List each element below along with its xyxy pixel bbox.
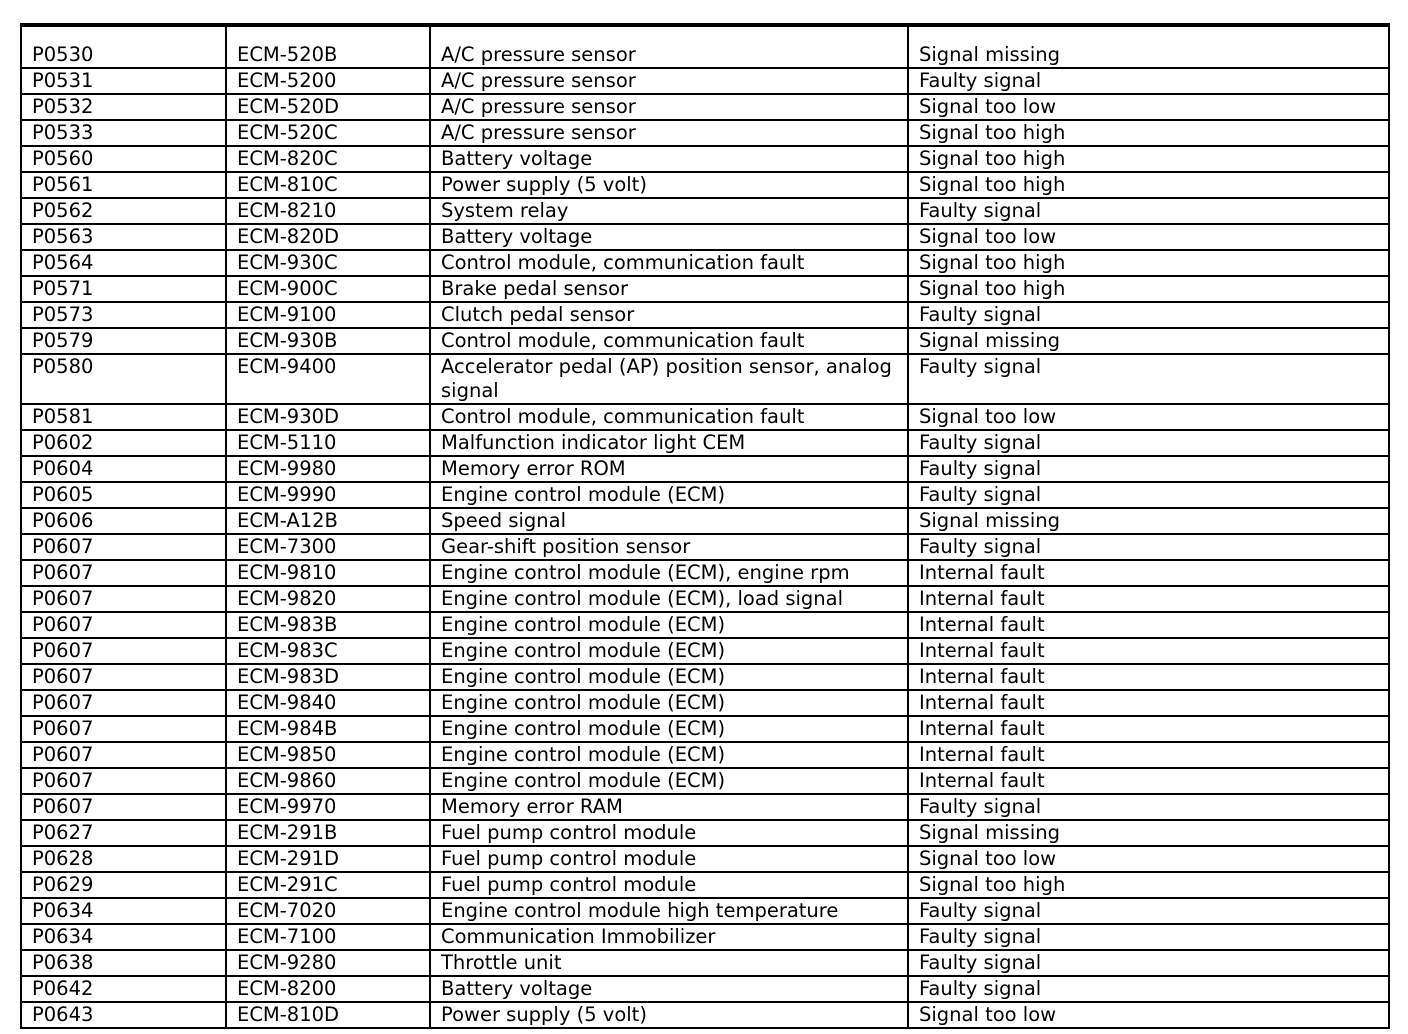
component-cell: Brake pedal sensor xyxy=(430,276,908,302)
dtc-code-cell: P0607 xyxy=(21,612,226,638)
dtc-code-cell: P0607 xyxy=(21,768,226,794)
table-row xyxy=(21,328,1389,354)
component-cell: Fuel pump control module xyxy=(430,846,908,872)
component-cell: A/C pressure sensor xyxy=(430,120,908,146)
dtc-code-cell: P0629 xyxy=(21,872,226,898)
component-cell: Memory error RAM xyxy=(430,794,908,820)
dtc-code-cell: P0607 xyxy=(21,664,226,690)
table-row xyxy=(21,404,1389,430)
ecm-code-cell: ECM-520B xyxy=(226,25,430,68)
ecm-code-cell: ECM-9100 xyxy=(226,302,430,328)
component-cell: System relay xyxy=(430,198,908,224)
ecm-code-cell: ECM-7300 xyxy=(226,534,430,560)
component-cell: Engine control module (ECM), engine rpm xyxy=(430,560,908,586)
table-row xyxy=(21,276,1389,302)
dtc-code-cell: P0571 xyxy=(21,276,226,302)
fault-status-cell: Signal too high xyxy=(908,146,1389,172)
table-row xyxy=(21,872,1389,898)
table-row xyxy=(21,898,1389,924)
ecm-code-cell: ECM-7020 xyxy=(226,898,430,924)
table-row xyxy=(21,690,1389,716)
fault-status-cell: Signal too high xyxy=(908,250,1389,276)
ecm-code-cell: ECM-5110 xyxy=(226,430,430,456)
component-cell: Engine control module (ECM) xyxy=(430,742,908,768)
component-cell: Communication Immobilizer xyxy=(430,924,908,950)
table-row xyxy=(21,768,1389,794)
dtc-code-cell: P0607 xyxy=(21,742,226,768)
dtc-code-cell: P0532 xyxy=(21,94,226,120)
component-cell: Engine control module (ECM) xyxy=(430,482,908,508)
dtc-code-cell: P0561 xyxy=(21,172,226,198)
component-cell: A/C pressure sensor xyxy=(430,68,908,94)
fault-status-cell: Internal fault xyxy=(908,664,1389,690)
dtc-code-cell: P0605 xyxy=(21,482,226,508)
table-row xyxy=(21,302,1389,328)
fault-status-cell: Internal fault xyxy=(908,560,1389,586)
ecm-code-cell: ECM-9990 xyxy=(226,482,430,508)
ecm-code-cell: ECM-983B xyxy=(226,612,430,638)
dtc-code-cell: P0607 xyxy=(21,534,226,560)
ecm-code-cell: ECM-520C xyxy=(226,120,430,146)
table-row xyxy=(21,456,1389,482)
ecm-code-cell: ECM-820D xyxy=(226,224,430,250)
dtc-code-cell: P0581 xyxy=(21,404,226,430)
component-cell: Engine control module (ECM) xyxy=(430,664,908,690)
dtc-code-cell: P0607 xyxy=(21,690,226,716)
table-row xyxy=(21,794,1389,820)
component-cell: Battery voltage xyxy=(430,146,908,172)
fault-status-cell: Internal fault xyxy=(908,638,1389,664)
component-cell: Engine control module (ECM) xyxy=(430,638,908,664)
table-row xyxy=(21,508,1389,534)
component-cell: Gear-shift position sensor xyxy=(430,534,908,560)
fault-status-cell: Signal missing xyxy=(908,25,1389,68)
table-row xyxy=(21,742,1389,768)
ecm-code-cell: ECM-7100 xyxy=(226,924,430,950)
fault-status-cell: Faulty signal xyxy=(908,482,1389,508)
ecm-code-cell: ECM-983C xyxy=(226,638,430,664)
table-row xyxy=(21,846,1389,872)
fault-status-cell: Faulty signal xyxy=(908,898,1389,924)
dtc-code-cell: P0580 xyxy=(21,354,226,404)
component-cell: A/C pressure sensor xyxy=(430,25,908,68)
table-row xyxy=(21,612,1389,638)
component-cell: Control module, communication fault xyxy=(430,328,908,354)
component-cell: Engine control module (ECM) xyxy=(430,690,908,716)
ecm-code-cell: ECM-984B xyxy=(226,716,430,742)
component-cell: Battery voltage xyxy=(430,224,908,250)
dtc-code-cell: P0607 xyxy=(21,638,226,664)
ecm-code-cell: ECM-900C xyxy=(226,276,430,302)
dtc-code-cell: P0628 xyxy=(21,846,226,872)
fault-status-cell: Faulty signal xyxy=(908,430,1389,456)
fault-status-cell: Signal too low xyxy=(908,1002,1389,1028)
fault-status-cell: Faulty signal xyxy=(908,302,1389,328)
table-row xyxy=(21,976,1389,1002)
fault-status-cell: Faulty signal xyxy=(908,950,1389,976)
component-cell: Control module, communication fault xyxy=(430,250,908,276)
component-cell: Engine control module (ECM), load signal xyxy=(430,586,908,612)
dtc-code-cell: P0607 xyxy=(21,586,226,612)
dtc-code-cell: P0607 xyxy=(21,716,226,742)
dtc-code-cell: P0531 xyxy=(21,68,226,94)
fault-status-cell: Faulty signal xyxy=(908,534,1389,560)
ecm-code-cell: ECM-983D xyxy=(226,664,430,690)
table-row xyxy=(21,94,1389,120)
component-cell: Clutch pedal sensor xyxy=(430,302,908,328)
fault-status-cell: Signal too low xyxy=(908,224,1389,250)
table-row xyxy=(21,430,1389,456)
fault-status-cell: Signal too high xyxy=(908,276,1389,302)
ecm-code-cell: ECM-291B xyxy=(226,820,430,846)
ecm-code-cell: ECM-9850 xyxy=(226,742,430,768)
fault-status-cell: Signal missing xyxy=(908,508,1389,534)
fault-status-cell: Internal fault xyxy=(908,586,1389,612)
ecm-code-cell: ECM-8210 xyxy=(226,198,430,224)
dtc-code-cell: P0560 xyxy=(21,146,226,172)
table-row xyxy=(21,354,1389,404)
fault-status-cell: Internal fault xyxy=(908,690,1389,716)
fault-status-cell: Internal fault xyxy=(908,716,1389,742)
ecm-code-cell: ECM-930D xyxy=(226,404,430,430)
fault-status-cell: Internal fault xyxy=(908,742,1389,768)
ecm-code-cell: ECM-520D xyxy=(226,94,430,120)
ecm-code-cell: ECM-9400 xyxy=(226,354,430,404)
component-cell: Engine control module (ECM) xyxy=(430,612,908,638)
table-row xyxy=(21,198,1389,224)
fault-status-cell: Signal too low xyxy=(908,846,1389,872)
component-cell: Speed signal xyxy=(430,508,908,534)
component-cell: Fuel pump control module xyxy=(430,872,908,898)
table-row xyxy=(21,950,1389,976)
table-row xyxy=(21,482,1389,508)
ecm-code-cell: ECM-9280 xyxy=(226,950,430,976)
component-cell: Battery voltage xyxy=(430,976,908,1002)
ecm-code-cell: ECM-810C xyxy=(226,172,430,198)
dtc-code-cell: P0634 xyxy=(21,898,226,924)
table-row xyxy=(21,1002,1389,1028)
ecm-code-cell: ECM-9980 xyxy=(226,456,430,482)
table-row xyxy=(21,586,1389,612)
table-row xyxy=(21,25,1389,68)
component-cell: Engine control module (ECM) xyxy=(430,768,908,794)
fault-status-cell: Signal too high xyxy=(908,872,1389,898)
ecm-code-cell: ECM-820C xyxy=(226,146,430,172)
fault-status-cell: Signal too low xyxy=(908,404,1389,430)
ecm-code-cell: ECM-5200 xyxy=(226,68,430,94)
component-cell: Accelerator pedal (AP) position sensor, analog signal xyxy=(430,354,908,404)
table-row xyxy=(21,820,1389,846)
dtc-code-cell: P0606 xyxy=(21,508,226,534)
ecm-code-cell: ECM-930B xyxy=(226,328,430,354)
fault-status-cell: Signal too high xyxy=(908,172,1389,198)
component-cell: Throttle unit xyxy=(430,950,908,976)
fault-status-cell: Faulty signal xyxy=(908,68,1389,94)
dtc-code-cell: P0564 xyxy=(21,250,226,276)
table-row xyxy=(21,68,1389,94)
ecm-code-cell: ECM-8200 xyxy=(226,976,430,1002)
component-cell: Engine control module high temperature xyxy=(430,898,908,924)
dtc-code-cell: P0604 xyxy=(21,456,226,482)
table-row xyxy=(21,534,1389,560)
table-row xyxy=(21,924,1389,950)
dtc-table-body xyxy=(21,25,1389,1028)
ecm-code-cell: ECM-291C xyxy=(226,872,430,898)
fault-status-cell: Signal missing xyxy=(908,328,1389,354)
dtc-code-cell: P0562 xyxy=(21,198,226,224)
dtc-code-cell: P0634 xyxy=(21,924,226,950)
ecm-code-cell: ECM-9860 xyxy=(226,768,430,794)
component-cell: Malfunction indicator light CEM xyxy=(430,430,908,456)
fault-status-cell: Faulty signal xyxy=(908,976,1389,1002)
table-row xyxy=(21,146,1389,172)
ecm-code-cell: ECM-291D xyxy=(226,846,430,872)
fault-status-cell: Faulty signal xyxy=(908,198,1389,224)
ecm-code-cell: ECM-9840 xyxy=(226,690,430,716)
dtc-code-cell: P0642 xyxy=(21,976,226,1002)
dtc-code-cell: P0563 xyxy=(21,224,226,250)
fault-status-cell: Faulty signal xyxy=(908,924,1389,950)
component-cell: A/C pressure sensor xyxy=(430,94,908,120)
ecm-code-cell: ECM-930C xyxy=(226,250,430,276)
fault-status-cell: Signal too high xyxy=(908,120,1389,146)
table-row xyxy=(21,638,1389,664)
ecm-code-cell: ECM-A12B xyxy=(226,508,430,534)
component-cell: Fuel pump control module xyxy=(430,820,908,846)
dtc-code-cell: P0573 xyxy=(21,302,226,328)
table-row xyxy=(21,664,1389,690)
ecm-code-cell: ECM-810D xyxy=(226,1002,430,1028)
dtc-code-cell: P0579 xyxy=(21,328,226,354)
component-cell: Engine control module (ECM) xyxy=(430,716,908,742)
ecm-code-cell: ECM-9810 xyxy=(226,560,430,586)
dtc-table xyxy=(20,23,1390,1029)
dtc-code-cell: P0627 xyxy=(21,820,226,846)
component-cell: Power supply (5 volt) xyxy=(430,172,908,198)
component-cell: Control module, communication fault xyxy=(430,404,908,430)
table-row xyxy=(21,250,1389,276)
dtc-code-cell: P0638 xyxy=(21,950,226,976)
dtc-code-cell: P0602 xyxy=(21,430,226,456)
table-row xyxy=(21,172,1389,198)
dtc-code-cell: P0643 xyxy=(21,1002,226,1028)
dtc-code-cell: P0530 xyxy=(21,25,226,68)
dtc-code-cell: P0533 xyxy=(21,120,226,146)
table-row xyxy=(21,120,1389,146)
ecm-code-cell: ECM-9820 xyxy=(226,586,430,612)
fault-status-cell: Faulty signal xyxy=(908,794,1389,820)
table-row xyxy=(21,716,1389,742)
ecm-code-cell: ECM-9970 xyxy=(226,794,430,820)
component-cell: Power supply (5 volt) xyxy=(430,1002,908,1028)
fault-status-cell: Faulty signal xyxy=(908,354,1389,404)
dtc-code-cell: P0607 xyxy=(21,560,226,586)
table-row xyxy=(21,224,1389,250)
component-cell: Memory error ROM xyxy=(430,456,908,482)
fault-status-cell: Signal too low xyxy=(908,94,1389,120)
fault-status-cell: Internal fault xyxy=(908,612,1389,638)
fault-status-cell: Signal missing xyxy=(908,820,1389,846)
table-row xyxy=(21,560,1389,586)
fault-status-cell: Internal fault xyxy=(908,768,1389,794)
fault-status-cell: Faulty signal xyxy=(908,456,1389,482)
dtc-code-cell: P0607 xyxy=(21,794,226,820)
